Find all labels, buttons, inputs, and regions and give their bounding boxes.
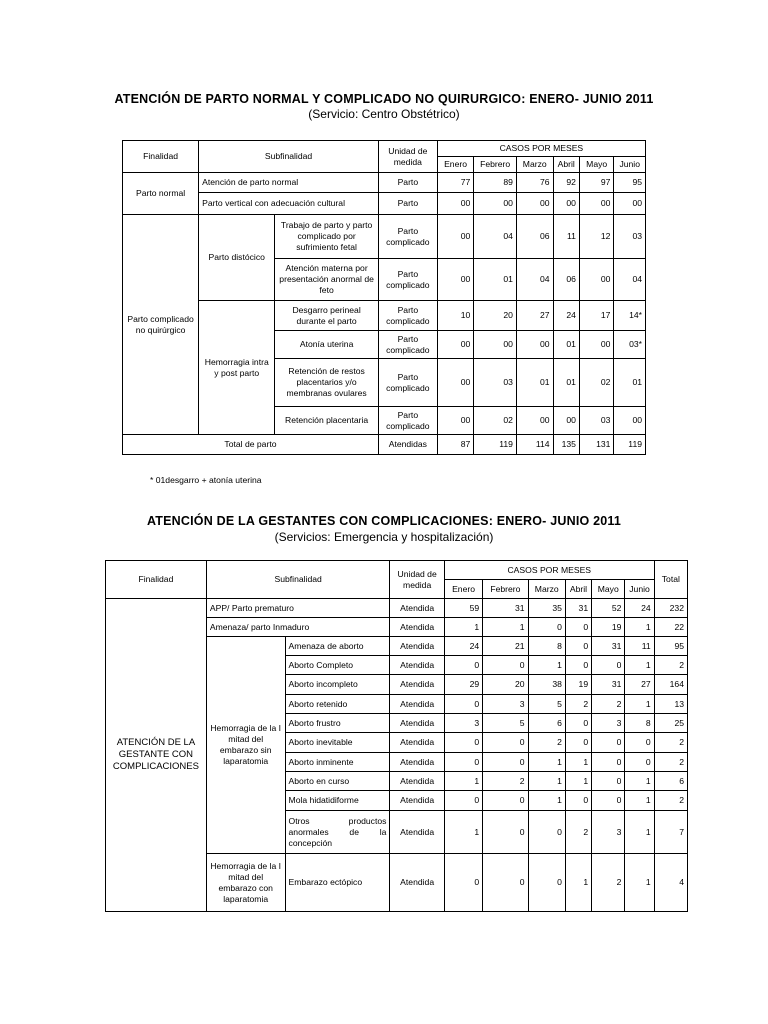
month-value: 1: [625, 618, 654, 637]
month-value: 2: [592, 695, 625, 714]
month-value: 0: [483, 753, 528, 772]
unidad: Atendidas: [378, 435, 437, 455]
month-value: 0: [565, 618, 591, 637]
subfinalidad-detalle: Desgarro perineal durante el parto: [275, 301, 379, 331]
month-value: 29: [444, 675, 482, 695]
month-value: 24: [444, 637, 482, 656]
month-value: 04: [474, 215, 517, 259]
month-value: 6: [528, 714, 565, 733]
month-value: 00: [437, 359, 474, 407]
month-value: 35: [528, 599, 565, 618]
month-value: 20: [474, 301, 517, 331]
unidad: Parto: [378, 173, 437, 193]
header-month: Mayo: [592, 580, 625, 599]
month-value: 97: [579, 173, 614, 193]
month-value: 3: [592, 811, 625, 854]
finalidad-gestante: ATENCIÓN DE LA GESTANTE CON COMPLICACIONES: [106, 599, 207, 912]
month-value: 27: [625, 675, 654, 695]
month-value: 03: [474, 359, 517, 407]
month-value: 00: [579, 331, 614, 359]
unidad: Parto complicado: [378, 359, 437, 407]
header-month: Abril: [565, 580, 591, 599]
month-value: 1: [528, 772, 565, 791]
month-value: 11: [625, 637, 654, 656]
month-value: 10: [437, 301, 474, 331]
month-value: 06: [553, 259, 579, 301]
header-month: Junio: [625, 580, 654, 599]
month-value: 1: [528, 753, 565, 772]
total-value: 131: [579, 435, 614, 455]
header-subfinalidad: Subfinalidad: [199, 141, 379, 173]
header-subfinalidad: Subfinalidad: [206, 561, 390, 599]
month-value: 00: [516, 331, 553, 359]
month-value: 00: [437, 331, 474, 359]
header-unidad: Unidad de medida: [378, 141, 437, 173]
month-value: 17: [579, 301, 614, 331]
unidad: Atendida: [390, 854, 444, 912]
month-value: 01: [516, 359, 553, 407]
subfinalidad-detalle: Aborto incompleto: [285, 675, 390, 695]
unidad: Atendida: [390, 714, 444, 733]
month-value: 0: [528, 618, 565, 637]
month-value: 27: [516, 301, 553, 331]
month-value: 2: [528, 733, 565, 753]
unidad: Atendida: [390, 618, 444, 637]
month-value: 0: [528, 854, 565, 912]
month-value: 00: [474, 331, 517, 359]
subfinalidad-detalle: Retención de restos placentarios y/o membranas ovulares: [275, 359, 379, 407]
month-value: 24: [625, 599, 654, 618]
total-value: 87: [437, 435, 474, 455]
header-casos: CASOS POR MESES: [437, 141, 645, 157]
month-value: 0: [592, 733, 625, 753]
table1: [122, 140, 646, 455]
month-value: 0: [625, 753, 654, 772]
finalidad-parto-normal: Parto normal: [123, 173, 199, 215]
month-value: 92: [553, 173, 579, 193]
row-total: 2: [654, 733, 687, 753]
unidad: Atendida: [390, 772, 444, 791]
header-month: Abril: [553, 157, 579, 173]
month-value: 31: [592, 675, 625, 695]
header-month: Marzo: [516, 157, 553, 173]
header-month: Enero: [437, 157, 474, 173]
month-value: 95: [614, 173, 646, 193]
month-value: 0: [444, 695, 482, 714]
month-value: 5: [483, 714, 528, 733]
header-finalidad: Finalidad: [106, 561, 207, 599]
subfinalidad-hem-sin: Hemorragia de la I mitad del embarazo sin laparatomia: [206, 637, 285, 854]
row-total: 95: [654, 637, 687, 656]
month-value: 2: [565, 695, 591, 714]
header-casos: CASOS POR MESES: [444, 561, 654, 580]
subfinalidad-detalle: Otros productos anormales de la concepción: [285, 811, 390, 854]
month-value: 00: [437, 259, 474, 301]
month-value: 0: [483, 656, 528, 675]
month-value: 20: [483, 675, 528, 695]
table1-subtitle: (Servicio: Centro Obstétrico): [308, 107, 460, 121]
row-total: 2: [654, 753, 687, 772]
month-value: 0: [565, 714, 591, 733]
month-value: 1: [625, 811, 654, 854]
unidad: Atendida: [390, 656, 444, 675]
month-value: 00: [437, 193, 474, 215]
total-value: 114: [516, 435, 553, 455]
subfinalidad-detalle: Trabajo de parto y parto complicado por sufrimiento fetal: [275, 215, 379, 259]
month-value: 0: [565, 791, 591, 811]
subfinalidad-detalle: Aborto inevitable: [285, 733, 390, 753]
unidad: Atendida: [390, 599, 444, 618]
month-value: 1: [625, 791, 654, 811]
header-month: Mayo: [579, 157, 614, 173]
subfinalidad-detalle: Aborto frustro: [285, 714, 390, 733]
row-total: 2: [654, 791, 687, 811]
month-value: 3: [592, 714, 625, 733]
month-value: 24: [553, 301, 579, 331]
subfinalidad-detalle: Atonía uterina: [275, 331, 379, 359]
month-value: 76: [516, 173, 553, 193]
month-value: 02: [474, 407, 517, 435]
month-value: 00: [516, 407, 553, 435]
month-value: 03: [614, 215, 646, 259]
month-value: 31: [565, 599, 591, 618]
unidad: Atendida: [390, 811, 444, 854]
month-value: 01: [474, 259, 517, 301]
total-value: 135: [553, 435, 579, 455]
month-value: 0: [444, 753, 482, 772]
header-month: Enero: [444, 580, 482, 599]
table2-title: ATENCIÓN DE LA GESTANTES CON COMPLICACIONES: ENERO- JUNIO 2011: [146, 514, 622, 528]
month-value: 1: [528, 656, 565, 675]
unidad: Atendida: [390, 753, 444, 772]
month-value: 77: [437, 173, 474, 193]
subfinalidad-distocico: Parto distócico: [199, 215, 275, 301]
header-month: Marzo: [528, 580, 565, 599]
month-value: 1: [444, 811, 482, 854]
month-value: 89: [474, 173, 517, 193]
row-total: 22: [654, 618, 687, 637]
month-value: 00: [614, 407, 646, 435]
month-value: 0: [444, 733, 482, 753]
month-value: 0: [592, 656, 625, 675]
row-total: 2: [654, 656, 687, 675]
total-value: 119: [474, 435, 517, 455]
table2-subtitle: (Servicios: Emergencia y hospitalización): [274, 530, 494, 544]
month-value: 1: [625, 772, 654, 791]
header-unidad: Unidad de medida: [390, 561, 444, 599]
subfinalidad-detalle: Mola hidatidiforme: [285, 791, 390, 811]
subfinalidad-detalle: Aborto inminente: [285, 753, 390, 772]
month-value: 06: [516, 215, 553, 259]
month-value: 2: [565, 811, 591, 854]
month-value: 00: [516, 193, 553, 215]
finalidad-parto-complicado: Parto complicado no quirúrgico: [123, 215, 199, 435]
month-value: 38: [528, 675, 565, 695]
unidad: Parto complicado: [378, 259, 437, 301]
month-value: 1: [565, 854, 591, 912]
subfinalidad-detalle: Atención materna por presentación anormal de feto: [275, 259, 379, 301]
month-value: 21: [483, 637, 528, 656]
footnote: * 01desgarro + atonía uterina: [150, 475, 262, 485]
month-value: 1: [565, 772, 591, 791]
month-value: 0: [592, 772, 625, 791]
month-value: 3: [483, 695, 528, 714]
month-value: 00: [579, 259, 614, 301]
subfinalidad-hem-con: Hemorragia de la I mitad del embarazo con laparatomia: [206, 854, 285, 912]
month-value: 1: [528, 791, 565, 811]
month-value: 00: [614, 193, 646, 215]
unidad: Atendida: [390, 791, 444, 811]
subfinalidad-detalle: Retención placentaria: [275, 407, 379, 435]
month-value: 2: [483, 772, 528, 791]
unidad: Atendida: [390, 695, 444, 714]
month-value: 01: [553, 359, 579, 407]
month-value: 0: [528, 811, 565, 854]
month-value: 12: [579, 215, 614, 259]
subfinalidad: APP/ Parto prematuro: [206, 599, 390, 618]
header-month: Febrero: [483, 580, 528, 599]
unidad: Parto complicado: [378, 301, 437, 331]
month-value: 8: [528, 637, 565, 656]
unidad: Atendida: [390, 675, 444, 695]
month-value: 03: [579, 407, 614, 435]
subfinalidad: Amenaza/ parto Inmaduro: [206, 618, 390, 637]
month-value: 19: [592, 618, 625, 637]
month-value: 01: [553, 331, 579, 359]
month-value: 0: [444, 854, 482, 912]
month-value: 0: [565, 733, 591, 753]
month-value: 1: [625, 656, 654, 675]
row-total: 25: [654, 714, 687, 733]
unidad: Parto complicado: [378, 407, 437, 435]
month-value: 1: [483, 618, 528, 637]
month-value: 1: [444, 772, 482, 791]
month-value: 0: [483, 854, 528, 912]
month-value: 0: [625, 733, 654, 753]
month-value: 03*: [614, 331, 646, 359]
month-value: 00: [437, 407, 474, 435]
month-value: 0: [483, 791, 528, 811]
subfinalidad-detalle: Aborto en curso: [285, 772, 390, 791]
month-value: 04: [516, 259, 553, 301]
row-total: 6: [654, 772, 687, 791]
month-value: 0: [483, 733, 528, 753]
header-month: Febrero: [474, 157, 517, 173]
unidad: Parto: [378, 193, 437, 215]
month-value: 04: [614, 259, 646, 301]
month-value: 1: [444, 618, 482, 637]
month-value: 1: [625, 854, 654, 912]
month-value: 01: [614, 359, 646, 407]
subfinalidad-detalle: Aborto retenido: [285, 695, 390, 714]
table1-title: ATENCIÓN DE PARTO NORMAL Y COMPLICADO NO QUIRURGICO: ENERO- JUNIO 2011: [114, 92, 654, 106]
month-value: 0: [483, 811, 528, 854]
unidad: Parto complicado: [378, 331, 437, 359]
subfinalidad-detalle: Embarazo ectópico: [285, 854, 390, 912]
header-total: Total: [654, 561, 687, 599]
month-value: 0: [444, 791, 482, 811]
month-value: 0: [592, 753, 625, 772]
row-total: 232: [654, 599, 687, 618]
subfinalidad-hemorragia: Hemorragia intra y post parto: [199, 301, 275, 435]
month-value: 59: [444, 599, 482, 618]
month-value: 19: [565, 675, 591, 695]
month-value: 00: [553, 407, 579, 435]
month-value: 14*: [614, 301, 646, 331]
total-value: 119: [614, 435, 646, 455]
header-month: Junio: [614, 157, 646, 173]
month-value: 00: [553, 193, 579, 215]
month-value: 1: [625, 695, 654, 714]
month-value: 2: [592, 854, 625, 912]
month-value: 11: [553, 215, 579, 259]
row-total: 7: [654, 811, 687, 854]
row-total: 13: [654, 695, 687, 714]
month-value: 5: [528, 695, 565, 714]
subfinalidad: Atención de parto normal: [199, 173, 379, 193]
month-value: 00: [437, 215, 474, 259]
month-value: 00: [474, 193, 517, 215]
month-value: 31: [592, 637, 625, 656]
month-value: 1: [565, 753, 591, 772]
subfinalidad: Parto vertical con adecuación cultural: [199, 193, 379, 215]
total-label: Total de parto: [123, 435, 379, 455]
unidad: Parto complicado: [378, 215, 437, 259]
table2: [105, 560, 688, 912]
row-total: 164: [654, 675, 687, 695]
month-value: 02: [579, 359, 614, 407]
month-value: 0: [565, 637, 591, 656]
month-value: 0: [444, 656, 482, 675]
month-value: 0: [565, 656, 591, 675]
month-value: 52: [592, 599, 625, 618]
month-value: 00: [579, 193, 614, 215]
subfinalidad-detalle: Aborto Completo: [285, 656, 390, 675]
unidad: Atendida: [390, 637, 444, 656]
month-value: 31: [483, 599, 528, 618]
subfinalidad-detalle: Amenaza de aborto: [285, 637, 390, 656]
unidad: Atendida: [390, 733, 444, 753]
month-value: 3: [444, 714, 482, 733]
month-value: 0: [592, 791, 625, 811]
month-value: 8: [625, 714, 654, 733]
row-total: 4: [654, 854, 687, 912]
header-finalidad: Finalidad: [123, 141, 199, 173]
